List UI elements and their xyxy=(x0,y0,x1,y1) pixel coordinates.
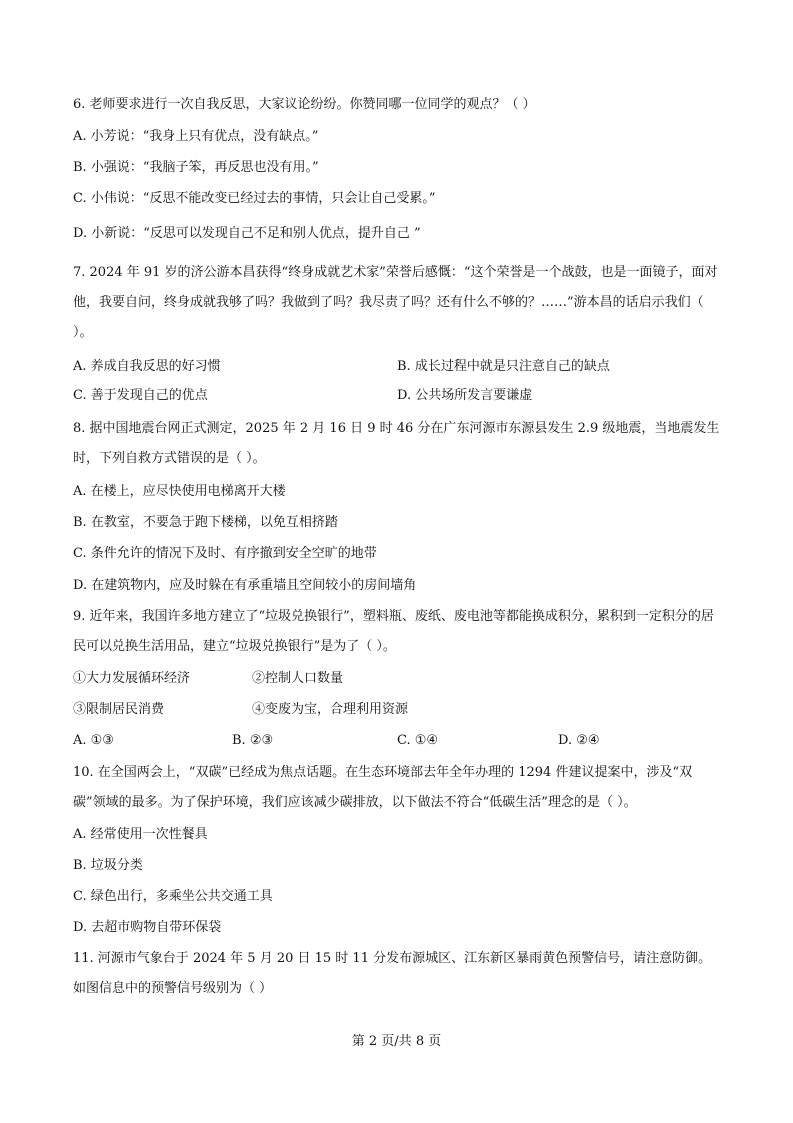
q6-stem: 6. 老师要求进行一次自我反思，大家议论纷纷。你赞同哪一位同学的观点？（ ） xyxy=(73,97,536,112)
q10-option-a: A. 经常使用一次性餐具 xyxy=(73,827,208,842)
q9-option-d: D. ②④ xyxy=(558,733,600,748)
q6-option-a: A. 小芳说：“我身上只有优点，没有缺点。” xyxy=(73,129,319,144)
q7-option-c: C. 善于发现自己的优点 xyxy=(73,388,208,403)
q9-item-3: ③限制居民消费 xyxy=(73,702,165,717)
q9-stem: 9. 近年来，我国许多地方建立了“垃圾兑换银行”，塑料瓶、废纸、废电池等都能换成积分，累积到一定积分的居民可以兑换生活用品，建立“垃圾兑换银行”是为了（ ）。 xyxy=(73,609,714,654)
q7-option-d: D. 公共场所发言要谦虚 xyxy=(397,388,533,403)
q10-stem: 10. 在全国两会上，“双碳”已经成为焦点话题。在生态环境部去年全年办理的 1294 件建议提案中，涉及“双碳”领域的最多。为了保护环境，我们应该减少碳排放，以下做法不符合“低碳生活”理念的是（ ）。 xyxy=(73,765,693,810)
q6-option-d: D. 小新说：“反思可以发现自己不足和别人优点，提升自己 ” xyxy=(73,226,421,241)
q8-option-a: A. 在楼上，应尽快使用电梯离开大楼 xyxy=(73,484,286,499)
q10-option-d: D. 去超市购物自带环保袋 xyxy=(73,920,222,935)
q7-option-a: A. 养成自我反思的好习惯 xyxy=(73,359,221,374)
q8-option-c: C. 条件允许的情况下及时、有序撤到安全空旷的地带 xyxy=(73,546,377,561)
q9-option-b: B. ②③ xyxy=(232,733,274,748)
q10-option-b: B. 垃圾分类 xyxy=(73,858,143,873)
q9-option-c: C. ①④ xyxy=(397,733,439,748)
q11-stem: 11. 河源市气象台于 2024 年 5 月 20 日 15 时 11 分发布源城区、江东新区暴雨黄色预警信号，请注意防御。如图信息中的预警信号级别为（ ） xyxy=(73,951,712,996)
q8-option-d: D. 在建筑物内，应及时躲在有承重墙且空间较小的房间墙角 xyxy=(73,578,417,593)
q6-option-b: B. 小强说：“我脑子笨，再反思也没有用。” xyxy=(73,160,319,175)
q9-item-1: ①大力发展循环经济 xyxy=(73,671,191,686)
q8-stem: 8. 据中国地震台网正式测定，2025 年 2 月 16 日 9 时 46 分在广东河源市东源县发生 2.9 级地震，当地震发生时，下列自救方式错误的是（ ）。 xyxy=(73,421,720,466)
q10-option-c: C. 绿色出行，多乘坐公共交通工具 xyxy=(73,889,273,904)
q7-option-b: B. 成长过程中就是只注意自己的缺点 xyxy=(397,359,610,374)
q8-option-b: B. 在教室，不要急于跑下楼梯，以免互相挤踏 xyxy=(73,515,338,530)
q9-item-2: ②控制人口数量 xyxy=(252,671,344,686)
page-number-footer: 第 2 页/共 8 页 xyxy=(351,1034,442,1049)
q9-item-4: ④变废为宝，合理利用资源 xyxy=(252,702,409,717)
q9-option-a: A. ①③ xyxy=(73,733,114,748)
q7-stem: 7. 2024 年 91 岁的济公游本昌获得“终身成就艺术家”荣誉后感慨：“这个荣誉是一个战鼓，也是一面镜子，面对他，我要自问，终身成就我够了吗？我做到了吗？我尽责了吗？还有什么不够的？……”游本昌的话启示我们（ ）。 xyxy=(73,265,718,340)
q6-option-c: C. 小伟说：“反思不能改变已经过去的事情，只会让自己受累。” xyxy=(73,191,436,206)
